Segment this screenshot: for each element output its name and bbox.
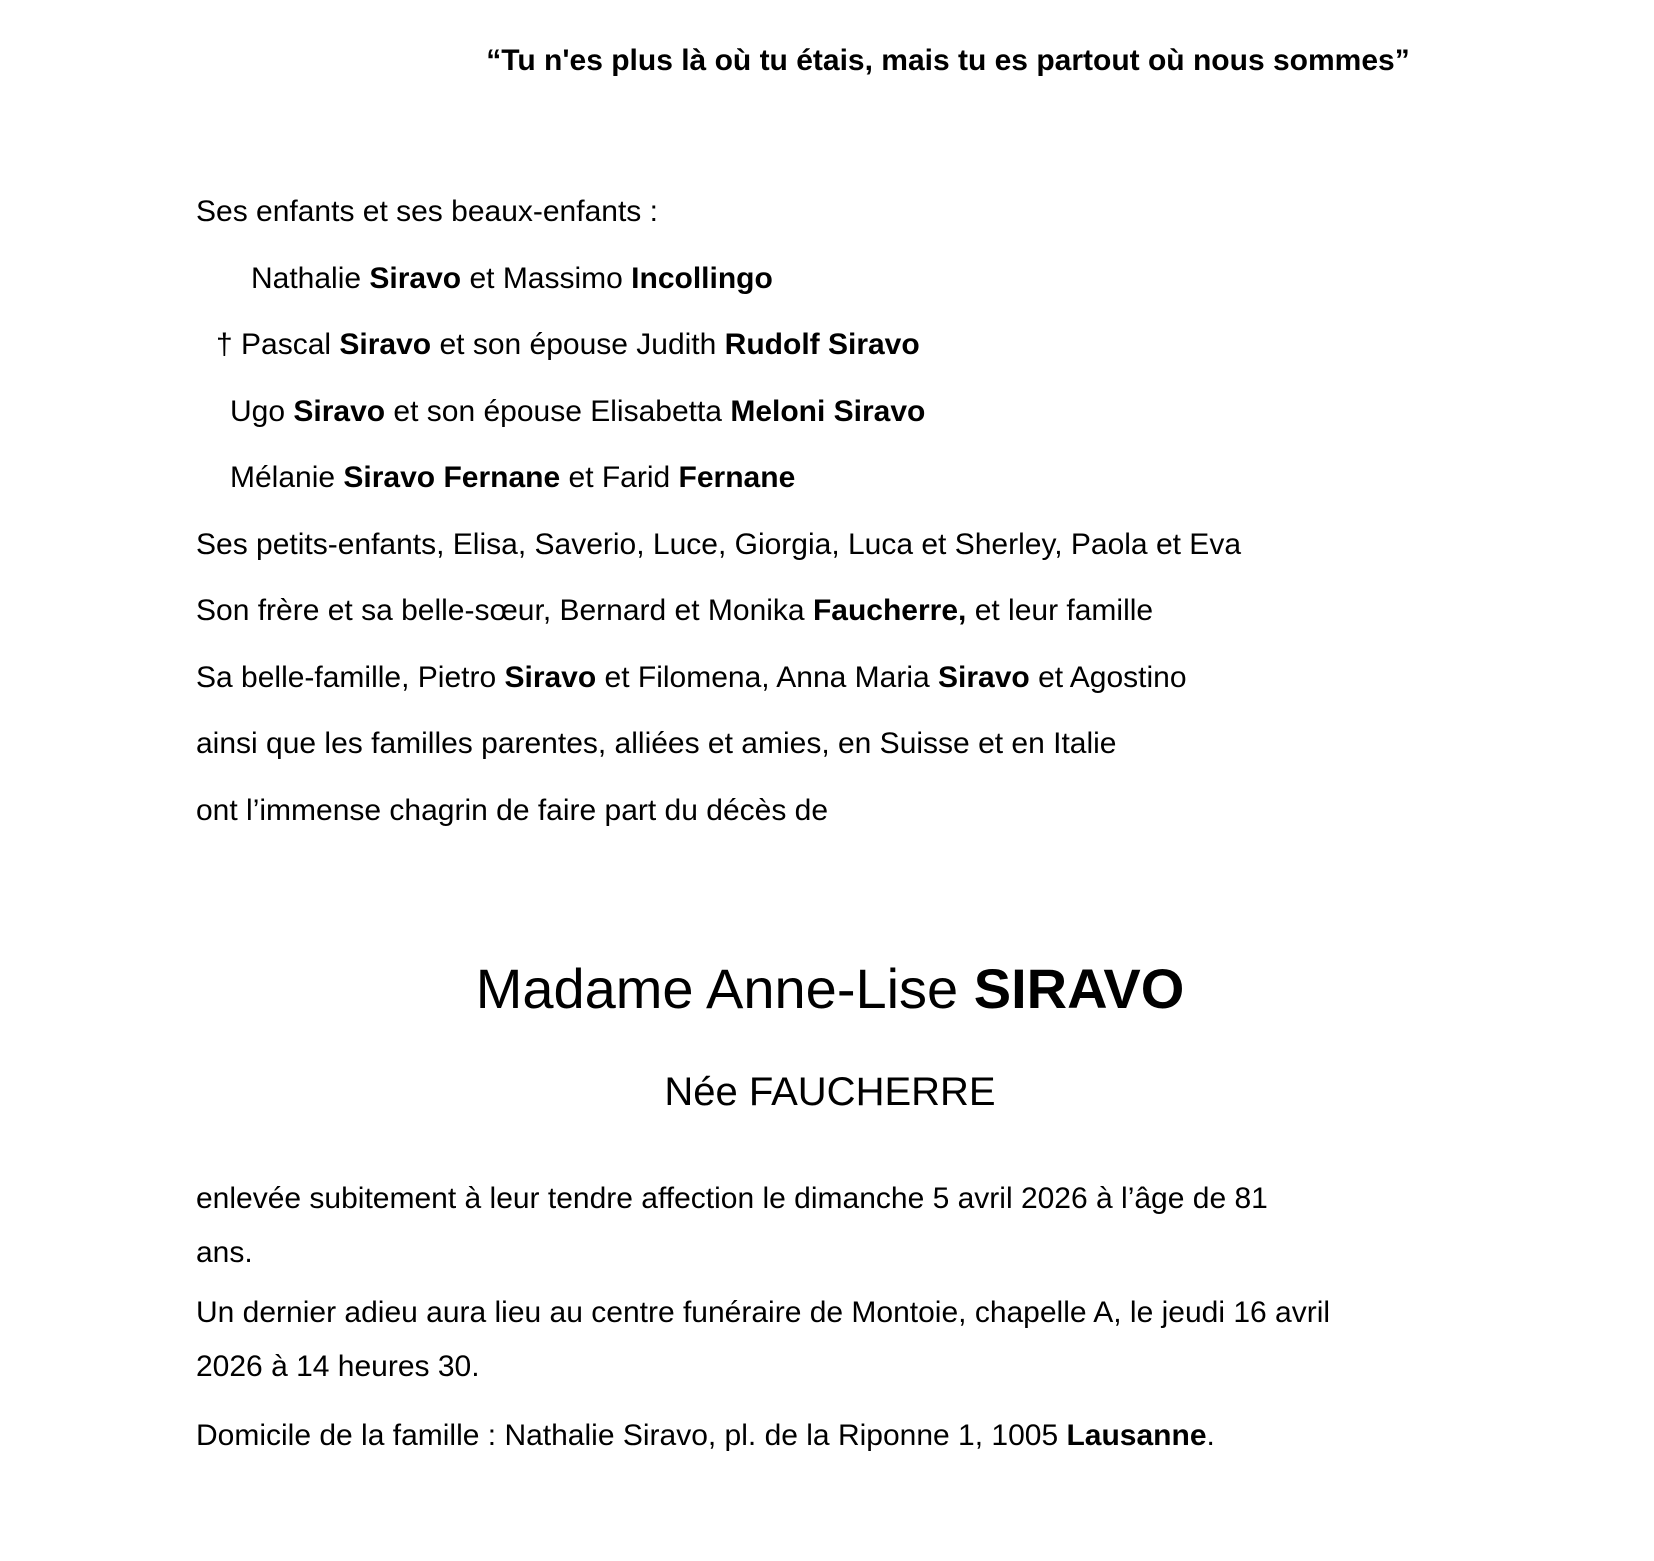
- ceremony-line-2: 2026 à 14 heures 30.: [196, 1350, 480, 1383]
- family-line-child-4: Mélanie Siravo Fernane et Farid Fernane: [230, 461, 796, 494]
- family-line-intro: Ses enfants et ses beaux-enfants :: [196, 195, 658, 228]
- deceased-name: Madame Anne-Lise SIRAVO: [475, 957, 1185, 1020]
- death-notice-line-2: ans.: [196, 1236, 253, 1269]
- family-line-child-1: Nathalie Siravo et Massimo Incollingo: [251, 261, 773, 295]
- family-line-families: ainsi que les familles parentes, alliées et amies, en Suisse et en Italie: [196, 727, 1117, 760]
- family-line-inlaws: Sa belle-famille, Pietro Siravo et Filomena, Anna Maria Siravo et Agostino: [196, 660, 1187, 694]
- family-line-announcement: ont l’immense chagrin de faire part du décès de: [196, 793, 829, 827]
- ceremony-line-1: Un dernier adieu aura lieu au centre funéraire de Montoie, chapelle A, le jeudi 16 avril: [196, 1296, 1331, 1329]
- notices-section: [196, 1172, 1504, 1463]
- family-address-line: Domicile de la famille : Nathalie Siravo, pl. de la Riponne 1, 1005 Lausanne.: [196, 1419, 1215, 1452]
- death-notice-line-1: enlevée subitement à leur tendre affection le dimanche 5 avril 2026 à l’âge de 81: [196, 1182, 1268, 1215]
- maiden-name: Née FAUCHERRE: [664, 1070, 996, 1114]
- family-line-child-2: † Pascal Siravo et son épouse Judith Rudolf Siravo: [216, 328, 920, 361]
- family-section: [196, 179, 1504, 844]
- family-line-grandchildren: Ses petits-enfants, Elisa, Saverio, Luce, Giorgia, Luca et Sherley, Paola et Eva: [196, 527, 1242, 561]
- epitaph-quote: “Tu n'es plus là où tu étais, mais tu es partout où nous sommes”: [486, 44, 1410, 77]
- family-line-brother: Son frère et sa belle-sœur, Bernard et Monika Faucherre, et leur famille: [196, 594, 1154, 627]
- family-line-child-3: Ugo Siravo et son épouse Elisabetta Meloni Siravo: [230, 394, 926, 428]
